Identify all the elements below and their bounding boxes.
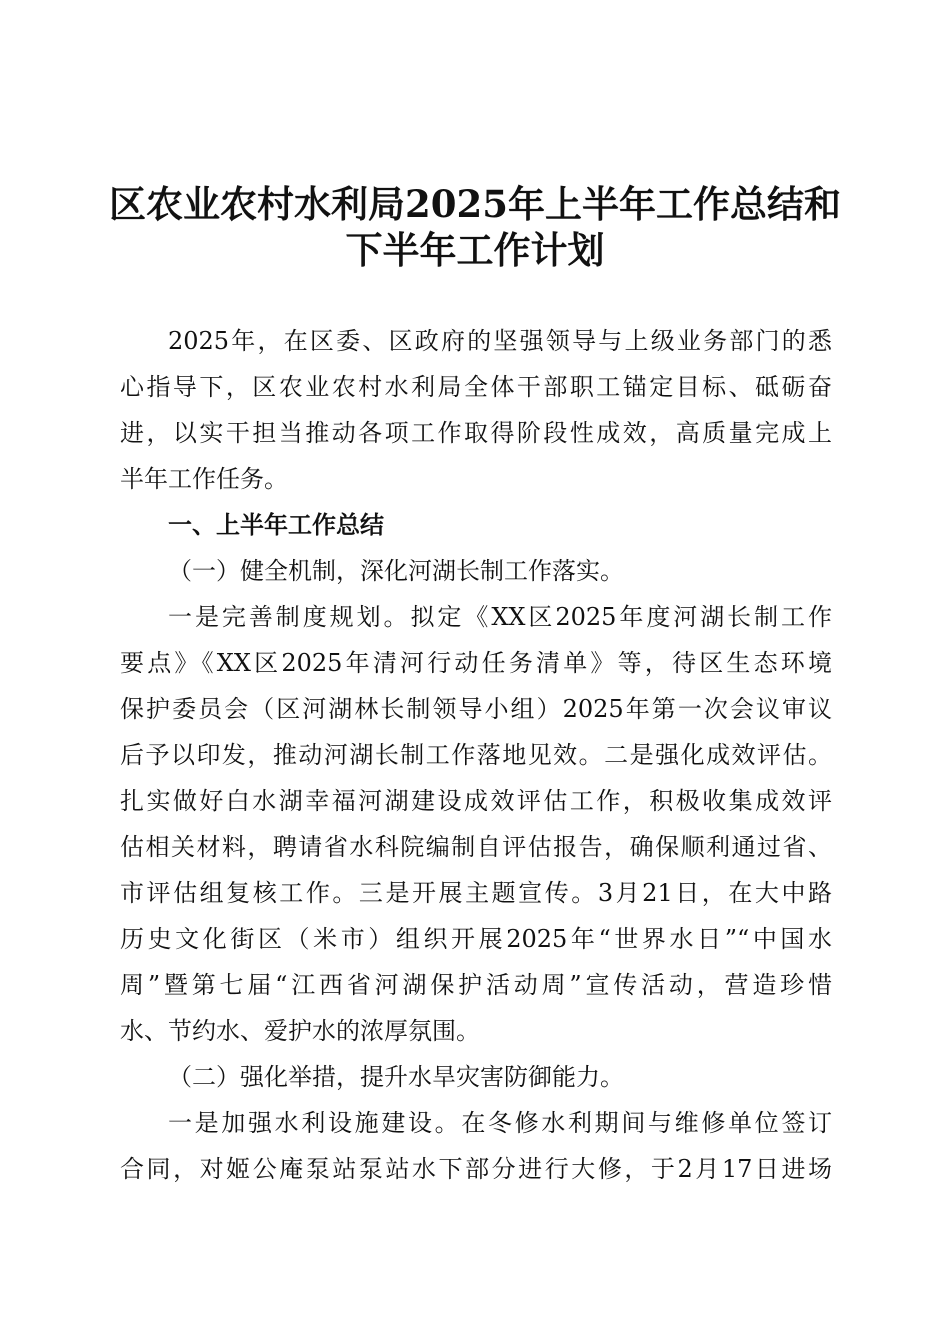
paragraph-line: 进，以实干担当推动各项工作取得阶段性成效，高质量完成上 [120, 419, 832, 447]
paragraph-line: 2025年，在区委、区政府的坚强领导与上级业务部门的悉 [168, 327, 832, 355]
paragraph-line: 扎实做好白水湖幸福河湖建设成效评估工作，积极收集成效评 [120, 787, 832, 815]
paragraph-line: 市评估组复核工作。三是开展主题宣传。3月21日，在大中路 [120, 879, 832, 907]
section-heading-summary: 一、上半年工作总结 [168, 511, 384, 539]
paragraph-line: 水、节约水、爱护水的浓厚氛围。 [120, 1017, 480, 1045]
paragraph-line: 估相关材料，聘请省水科院编制自评估报告，确保顺利通过省、 [120, 833, 832, 861]
paragraph-line: 心指导下，区农业农村水利局全体干部职工锚定目标、砥砺奋 [120, 373, 832, 401]
paragraph-line: 周”暨第七届“江西省河湖保护活动周”宣传活动，营造珍惜 [120, 971, 832, 999]
paragraph-line: 合同，对姬公庵泵站泵站水下部分进行大修，于2月17日进场 [120, 1155, 832, 1183]
paragraph-line: 保护委员会（区河湖林长制领导小组）2025年第一次会议审议 [120, 695, 832, 723]
subsection-1-paragraph [120, 594, 832, 1054]
paragraph-line: 一是完善制度规划。拟定《XX区2025年度河湖长制工作 [168, 603, 832, 631]
subsection-heading-1: （一）健全机制，深化河湖长制工作落实。 [168, 557, 624, 585]
paragraph-line: 后予以印发，推动河湖长制工作落地见效。二是强化成效评估。 [120, 741, 832, 769]
subsection-2-paragraph [120, 1100, 832, 1192]
paragraph-line: 一是加强水利设施建设。在冬修水利期间与维修单位签订 [168, 1109, 832, 1137]
document-title-line-2: 下半年工作计划 [345, 228, 605, 272]
paragraph-line: 半年工作任务。 [120, 465, 288, 493]
document-title-line-1: 区农业农村水利局2025年上半年工作总结和 [109, 182, 841, 226]
intro-paragraph [120, 318, 832, 502]
paragraph-line: 要点》《XX区2025年清河行动任务清单》等，待区生态环境 [120, 649, 832, 677]
document-body [120, 318, 832, 1192]
subsection-heading-2: （二）强化举措，提升水旱灾害防御能力。 [168, 1063, 624, 1091]
paragraph-line: 历史文化街区（米市）组织开展2025年“世界水日”“中国水 [120, 925, 832, 953]
